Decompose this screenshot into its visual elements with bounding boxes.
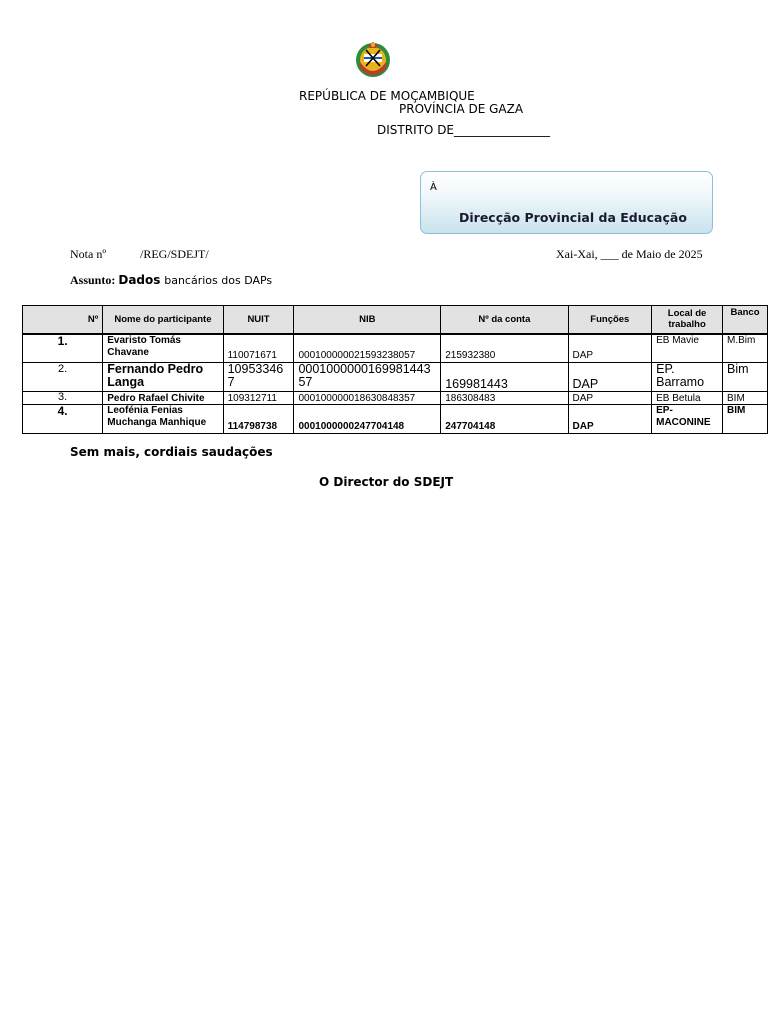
reference-code: /REG/SDEJT/ (140, 247, 209, 261)
nib-cell: 000100000021593238057 (294, 334, 441, 363)
district-line: DISTRITO DE________________ (377, 123, 551, 137)
subject-text: bancários dos DAPs (164, 274, 273, 287)
account-cell: 169981443 (441, 363, 568, 392)
table-row (23, 363, 768, 392)
row-number: 3. (23, 392, 103, 405)
function-cell: DAP (568, 363, 652, 392)
table-row (23, 405, 768, 434)
subject-line: Assunto: Dados bancários dos DAPs (70, 273, 273, 287)
header-account: Nº da conta (441, 306, 568, 334)
nib-cell: 0001000000247704148 (294, 405, 441, 434)
place-date: Xai-Xai, ___ de Maio de 2025 (556, 247, 703, 261)
table-row (23, 334, 768, 363)
province-title: PROVÍNCIA DE GAZA (399, 102, 524, 116)
workplace-cell: EB Mavie (652, 334, 723, 363)
addressee-title: Direcção Provincial da Educação (459, 210, 687, 225)
header-number: Nº (23, 306, 103, 334)
republic-title: REPÚBLICA DE MOÇAMBIQUE (299, 89, 475, 103)
bank-cell: Bim (723, 363, 768, 392)
account-cell: 247704148 (441, 405, 568, 434)
account-cell: 186308483 (441, 392, 568, 405)
bank-cell: M.Bim (723, 334, 768, 363)
coat-of-arms-emblem (354, 40, 392, 80)
row-number: 1. (23, 334, 103, 363)
subject-label: Assunto (70, 273, 112, 287)
nib-cell: 000100000018630848357 (294, 392, 441, 405)
nuit-cell: 110071671 (223, 334, 294, 363)
participant-name: Leofénia Fenias Muchanga Manhique (103, 405, 223, 434)
header-name: Nome do participante (103, 306, 223, 334)
function-cell: DAP (568, 334, 652, 363)
header-workplace: Local de trabalho (652, 306, 723, 334)
header-nuit: NUIT (223, 306, 294, 334)
nota-label: Nota nº (70, 247, 107, 261)
addressee-prefix: À (430, 182, 437, 193)
bank-cell: BIM (723, 392, 768, 405)
dap-bank-table (22, 305, 768, 434)
header-bank: Banco (723, 306, 768, 334)
signatory-title: O Director do SDEJT (319, 475, 454, 489)
account-cell: 215932380 (441, 334, 568, 363)
row-number: 2. (23, 363, 103, 392)
nuit-cell: 114798738 (223, 405, 294, 434)
nuit-cell: 109533467 (223, 363, 294, 392)
header-nib: NIB (294, 306, 441, 334)
participant-name: Fernando Pedro Langa (103, 363, 223, 392)
participant-name: Evaristo Tomás Chavane (103, 334, 223, 363)
nib-cell: 000100000016998144357 (294, 363, 441, 392)
table-header-row (23, 306, 768, 334)
bank-cell: BIM (723, 405, 768, 434)
function-cell: DAP (568, 405, 652, 434)
addressee-box (420, 171, 713, 234)
workplace-cell: EP-MACONINE (652, 405, 723, 434)
table-row (23, 392, 768, 405)
row-number: 4. (23, 405, 103, 434)
subject-bold-word: Dados (118, 273, 161, 287)
closing-greeting: Sem mais, cordiais saudações (70, 445, 273, 459)
workplace-cell: EP. Barramo (652, 363, 723, 392)
nuit-cell: 109312711 (223, 392, 294, 405)
function-cell: DAP (568, 392, 652, 405)
header-functions: Funções (568, 306, 652, 334)
workplace-cell: EB Betula (652, 392, 723, 405)
participant-name: Pedro Rafael Chivite (103, 392, 223, 405)
